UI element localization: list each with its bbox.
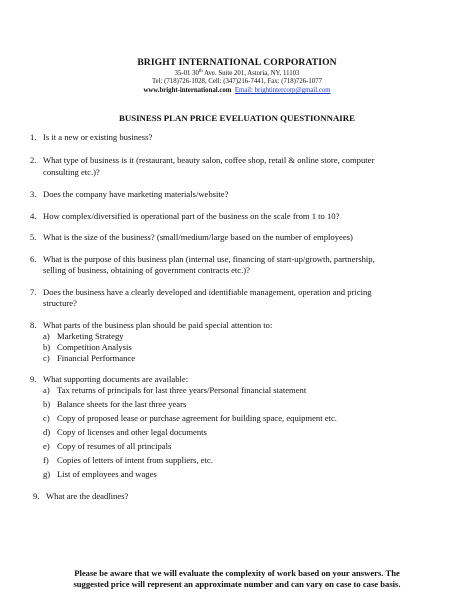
email-link[interactable]: Email: brightintercorp@gmail.com	[234, 87, 331, 94]
footer-note: Please be aware that we will evaluate the complexity of work based on your answers. The suggested price will represent an approximate number and can vary on case to case basis.	[73, 568, 401, 589]
company-web	[0, 87, 474, 94]
company-phones: Tel: (718)726-1028, Cell: (347)216-7441, Fax: (718)726-1077	[152, 78, 322, 85]
questionnaire-page: BRIGHT INTERNATIONAL CORPORATION 35-01 30th Ave. Suite 201, Astoria, NY, 11103 Tel: (718)726-1028, Cell: (347)216-7441, Fax: (718)726-1077 www.bright-international.com Email: brightintercorp@gmail.com BUSINESS PLAN PRICE EVELUATION QUESTIONNAIRE 1. Is it a new or existing business? 2. What type of business is it (restaurant, beauty salon, coffee shop, retail & online store, computer consulting etc.)? 3. Does the company have marketing materials/website? 4. How complex/diversified is operational part of the business on the scale from 1 to 10? 5. What is the size of the business? (small/medium/large based on the number of employees) 6. What is the purpose of this business plan (internal use, financing of start-up/growth, partnership, selling of business, obtaining of government contracts etc.)? 7. Does the business have a clearly developed and identifiable management, operation and pricing structure? 8. What parts of the business plan should be paid special attention to: a) Marketing Strategy b) Competition Analysis c) Financial Performance 9. What supporting documents are available: a) Tax returns of principals for last three years/Personal financial statement b) Balance sheets for the last three years c) Copy of proposed lease or purchase agreement for building space, equipment etc. d) Copy of licenses and other legal documents e) Copy of resumes of all principals f) Copies of letters of intent from suppliers, etc. g) List of employees and wages 9. What are the deadlines? Please be aware that we will evaluate the complexity of work based on your answers. The suggested price will represent an approximate number and can vary on case to case basis.	[0, 0, 474, 613]
document-title: BUSINESS PLAN PRICE EVELUATION QUESTIONNAIRE	[119, 113, 355, 123]
website-text: www.bright-international.com	[143, 87, 232, 94]
company-name: BRIGHT INTERNATIONAL CORPORATION	[137, 57, 337, 68]
company-address: 35-01 30th Ave. Suite 201, Astoria, NY, 11103	[174, 69, 300, 77]
